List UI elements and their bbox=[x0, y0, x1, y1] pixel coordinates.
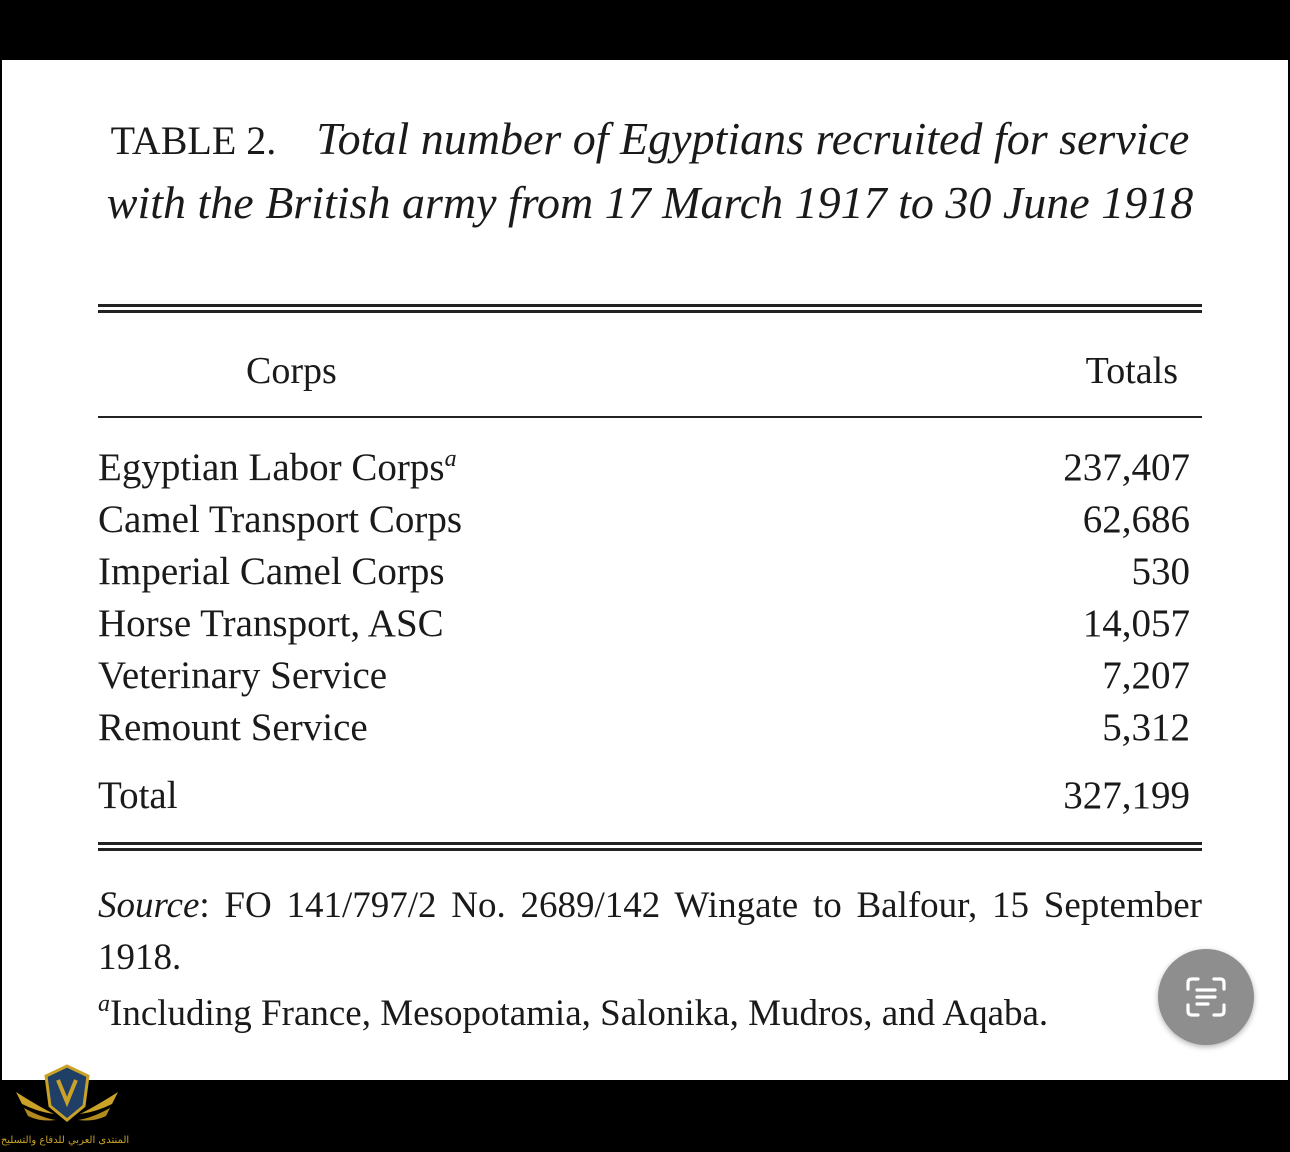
bottom-double-rule bbox=[98, 842, 1202, 851]
row-total: 5,312 bbox=[1102, 706, 1190, 749]
row-corps: Horse Transport, ASC bbox=[98, 602, 444, 645]
row-corps: Imperial Camel Corps bbox=[98, 550, 445, 593]
watermark-text: المنتدى العربي للدفاع والتسليح bbox=[0, 1135, 130, 1146]
row-total: 62,686 bbox=[1082, 498, 1190, 541]
table-row bbox=[98, 598, 1190, 650]
row-total: 14,057 bbox=[1082, 602, 1190, 645]
row-corps: Camel Transport Corps bbox=[98, 498, 463, 541]
row-total: 7,207 bbox=[1102, 654, 1190, 697]
bottom-black-bar bbox=[0, 1080, 1290, 1152]
top-double-rule bbox=[98, 304, 1202, 313]
total-label: Total bbox=[98, 774, 178, 817]
footnote-marker: a bbox=[444, 446, 457, 472]
table-title: Total number of Egyptians recruited for service with the British army from 17 March 1917 to 30 June 1918 bbox=[106, 113, 1194, 228]
row-corps: Egyptian Labor Corps$^a$ bbox=[98, 446, 457, 489]
scan-text-icon bbox=[1182, 973, 1230, 1021]
scan-text-button[interactable] bbox=[1158, 949, 1254, 1045]
table-row bbox=[98, 650, 1190, 702]
total-row bbox=[98, 770, 1190, 822]
footnote-marker: a bbox=[98, 991, 110, 1017]
column-header-corps: Corps bbox=[246, 350, 337, 392]
source-text: : FO 141/797/2 No. 2689/142 Wingate to Balfour, 15 September 1918. bbox=[98, 885, 1202, 978]
column-header-totals: Totals bbox=[1085, 350, 1178, 392]
footnote-text: Including France, Mesopotamia, Salonika, Mudros, and Aqaba. bbox=[110, 993, 1049, 1034]
footnote bbox=[98, 988, 1208, 1040]
row-corps: Remount Service bbox=[98, 706, 368, 749]
source-label: Source bbox=[98, 885, 200, 926]
table-row bbox=[98, 494, 1190, 546]
source-note bbox=[98, 880, 1202, 984]
table-caption bbox=[98, 108, 1202, 234]
table-body bbox=[98, 442, 1190, 754]
table-row bbox=[98, 442, 1190, 494]
row-corps: Veterinary Service bbox=[98, 654, 388, 697]
document-page bbox=[2, 60, 1288, 1080]
table-row bbox=[98, 702, 1190, 754]
row-total: 530 bbox=[1131, 550, 1190, 593]
total-value: 327,199 bbox=[1063, 774, 1190, 817]
header-rule bbox=[98, 416, 1202, 418]
row-total: 237,407 bbox=[1063, 446, 1190, 489]
top-black-bar bbox=[0, 0, 1290, 60]
table-row bbox=[98, 546, 1190, 598]
table-label: TABLE 2. bbox=[110, 118, 277, 163]
